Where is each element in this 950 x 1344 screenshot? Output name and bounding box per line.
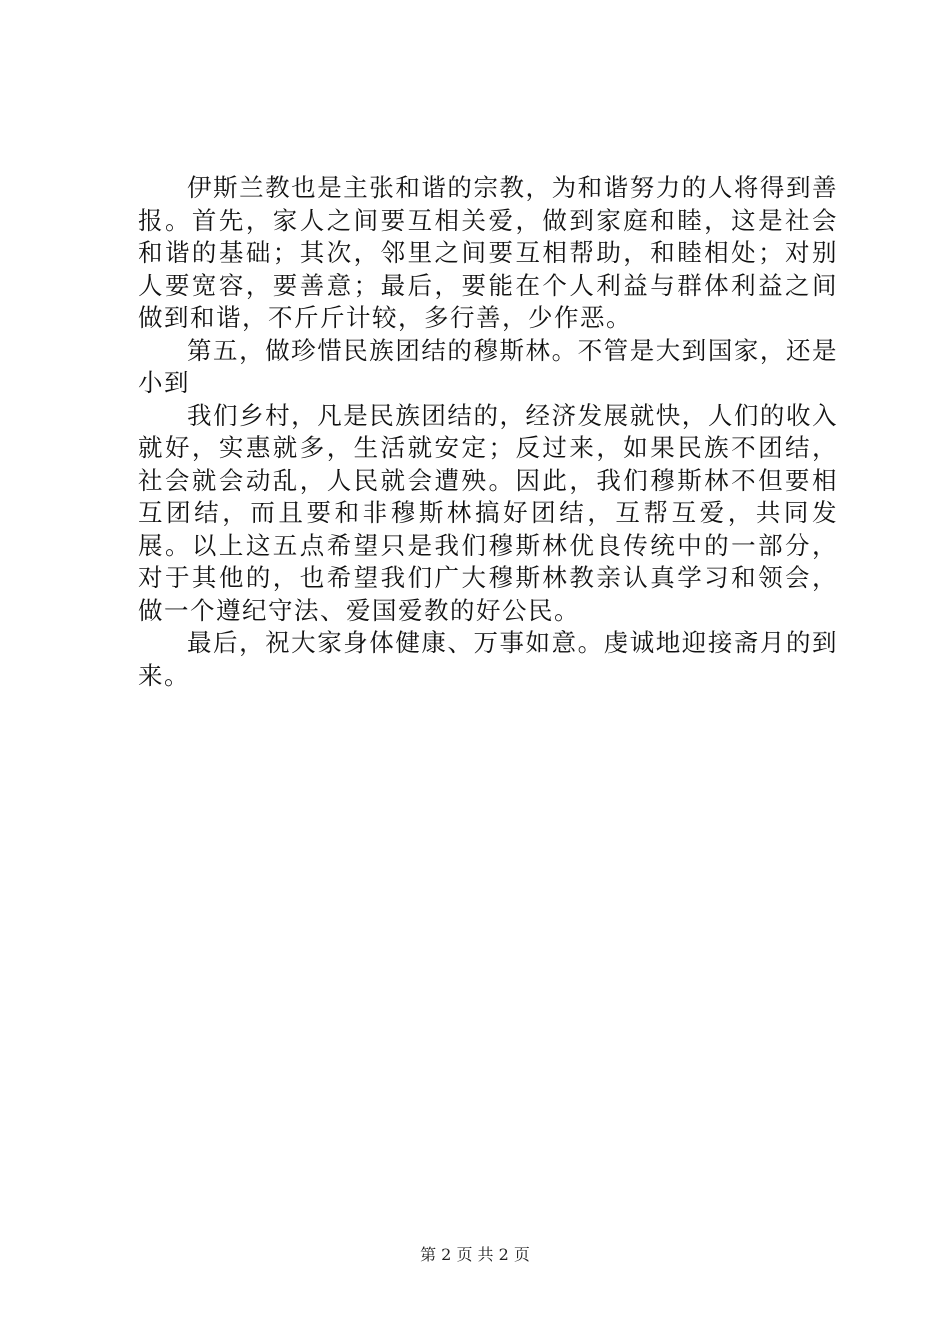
paragraph-unity: 我们乡村，凡是民族团结的，经济发展就快，人们的收入就好，实惠就多，生活就安定；反过来，如果民族不团结，社会就会动乱，人民就会遭殃。因此，我们穆斯林不但要相互团结，而且要和非穆斯林搞好团结，互帮互爱，共同发展。以上这五点希望只是我们穆斯林优良传统中的一部分，对于其他的，也希望我们广大穆斯林教亲认真学习和领会，做一个遵纪守法、爱国爱教的好公民。 [138, 400, 838, 625]
paragraph-point-five: 第五，做珍惜民族团结的穆斯林。不管是大到国家，还是小到 [138, 335, 838, 397]
page-number-footer: 第 2 页 共 2 页 [420, 1245, 530, 1264]
paragraph-closing: 最后，祝大家身体健康、万事如意。虔诚地迎接斋月的到来。 [138, 628, 838, 690]
paragraph-harmony: 伊斯兰教也是主张和谐的宗教，为和谐努力的人将得到善报。首先，家人之间要互相关爱，做到家庭和睦，这是社会和谐的基础；其次，邻里之间要互相帮助，和睦相处；对别人要宽容，要善意；最后，要能在个人利益与群体利益之间做到和谐，不斤斤计较，多行善，少作恶。 [138, 173, 838, 332]
document-body [138, 172, 838, 692]
